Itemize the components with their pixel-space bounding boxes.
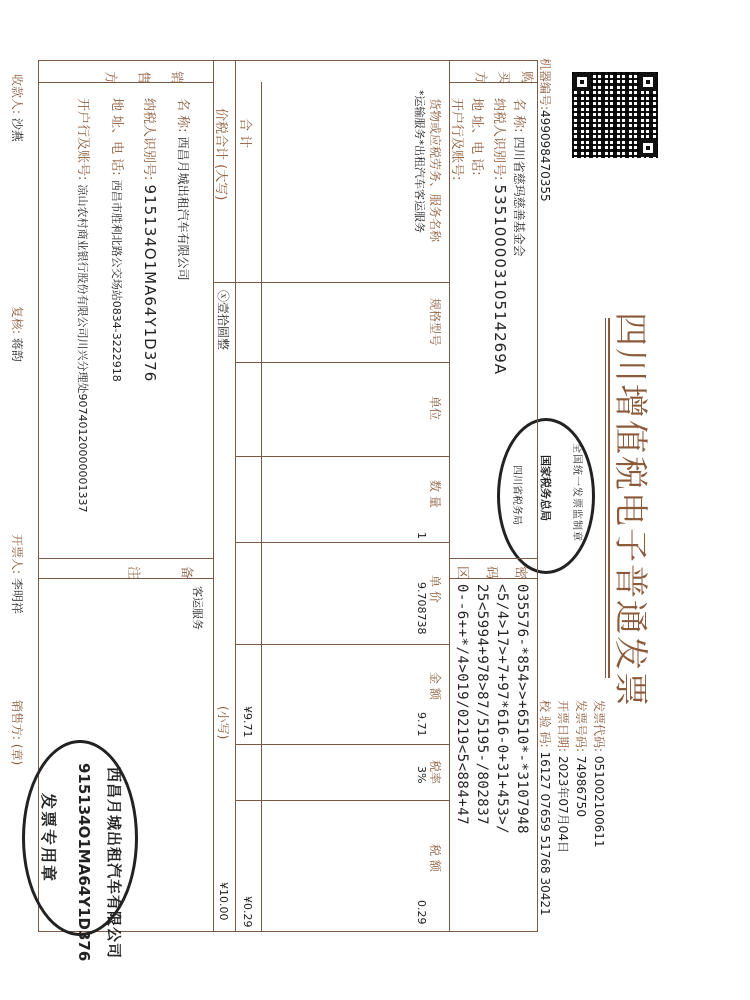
- col-divider-price: [236, 542, 450, 543]
- col-divider-tax: [236, 800, 450, 801]
- row-price: 9.708738: [415, 582, 428, 635]
- drawer: [9, 534, 26, 614]
- invoice-title: 四川增值税电子普通发票: [610, 312, 650, 708]
- line-items-bottom: [235, 60, 236, 932]
- cipher-text: [452, 584, 532, 834]
- buyer-bank: [449, 98, 468, 180]
- title-underline: [608, 318, 610, 678]
- cipher-side-label: 密码区: [441, 563, 528, 578]
- seller-taxid-label: 纳税人识别号:: [141, 98, 156, 181]
- line-total-top: [261, 82, 262, 932]
- invoice-number-label: 发票号码:: [574, 700, 588, 753]
- header-rate: 税率: [428, 760, 442, 785]
- row-tax: 0.29: [415, 900, 428, 925]
- company-seal: [22, 740, 138, 962]
- buyer-bank-label: 开户行及账号:: [449, 98, 464, 181]
- remarks-value: 客运服务: [191, 586, 204, 630]
- seller-addr-label: 地 址、电 话:: [109, 98, 124, 176]
- machine-number: [537, 58, 554, 202]
- row-qty: 1: [415, 532, 428, 539]
- invoice-date-value: 2023年07月04日: [556, 755, 570, 853]
- buyer-name-label: 名 称:: [511, 98, 526, 133]
- invoice-code: [591, 700, 608, 848]
- row-amount: 9.71: [415, 712, 428, 737]
- check-code-value: 16127 07659 51768 30421: [538, 751, 552, 916]
- row-item: *运输服务*出租汽车客运服务: [413, 90, 426, 233]
- tax-seal-inner-text: 四川省税务局: [511, 465, 522, 525]
- grand-total-label: 价税合计 (大写): [213, 108, 228, 201]
- seller-bank-label: 开户行及账号:: [75, 98, 90, 181]
- header-tax: 税 额: [428, 844, 442, 872]
- machine-number-label: 机器编号:: [538, 58, 552, 111]
- cipher-line: 0--6++*/4>019/0219<5<884+47: [454, 584, 470, 826]
- buyer-taxid-value: 53510000310514269A: [491, 184, 509, 376]
- col-divider-qty: [236, 456, 450, 457]
- small-label: (小写): [216, 706, 230, 740]
- buyer-taxid-label: 纳税人识别号:: [491, 98, 506, 181]
- col-divider-amount: [236, 644, 450, 645]
- seller-taxid-value: 915134O1MA64Y1D376: [141, 184, 159, 383]
- grand-total-words: ⓧ壹拾圆整: [216, 290, 230, 351]
- total-label: 合 计: [237, 118, 252, 149]
- invoice-number: [573, 700, 590, 817]
- seller-bank-value: 凉山农村商业银行股份有限公司川兴分理处90740120000001337: [76, 184, 89, 513]
- company-seal-name: 西昌月城出租汽车有限公司: [105, 767, 123, 960]
- company-seal-taxid: 915134O1MA64Y1D376: [75, 763, 93, 962]
- seller-addr-value: 西昌市胜利北路公交场站0834-3222918: [110, 179, 123, 382]
- line-buyer-bottom: [449, 60, 450, 932]
- header-spec: 规格型号: [428, 298, 442, 347]
- reviewer-label: 复核:: [10, 306, 24, 335]
- buyer-name: [511, 98, 530, 257]
- payee: [9, 74, 26, 142]
- company-seal-bottom: 发票专用章: [39, 793, 58, 884]
- row-rate: 3%: [415, 766, 428, 784]
- total-tax: ¥0.29: [241, 896, 254, 928]
- tax-seal-middle-text: 国家税务总局: [539, 455, 552, 521]
- buyer-addr: [469, 98, 488, 176]
- invoice-code-label: 发票代码:: [592, 700, 606, 753]
- reviewer: [9, 306, 26, 362]
- invoice-date: [555, 700, 572, 853]
- seller-side-label: 销售方: [85, 68, 184, 83]
- buyer-taxid: [491, 98, 510, 375]
- remarks-divider-left: [38, 558, 214, 559]
- title-underline-2: [605, 318, 606, 678]
- buyer-addr-label: 地 址、电 话:: [469, 98, 484, 176]
- invoice-number-value: 74986750: [574, 755, 588, 817]
- cipher-line: <5/4>17>+7+97*616-0+31+453>/: [494, 584, 510, 835]
- grand-divider: [214, 282, 236, 283]
- seller-name-label: 名 称:: [175, 98, 190, 133]
- tax-seal-outer-text: 全国统一发票监制章: [571, 443, 582, 542]
- payee-value: 沙燕: [10, 117, 24, 142]
- payee-label: 收款人:: [10, 74, 24, 115]
- seller-name-value: 西昌月城出租汽车有限公司: [176, 136, 190, 281]
- check-code-label: 校 验 码:: [538, 700, 552, 748]
- seller-bank: [75, 98, 94, 513]
- grand-total-small: ¥10.00: [217, 882, 230, 921]
- cipher-line: 25<5994+978>87/5195-/802837: [474, 584, 490, 826]
- remarks-side-label: 备注: [88, 563, 194, 578]
- invoice-code-value: 051002100611: [592, 755, 606, 848]
- header-item: 货物或应税劳务、服务名称: [428, 98, 442, 243]
- check-code: [537, 700, 554, 916]
- header-price: 单 价: [428, 575, 442, 603]
- buyer-side-label: 购买方: [465, 68, 534, 83]
- col-divider-unit: [236, 362, 450, 363]
- cipher-divider-left: [450, 558, 538, 559]
- seller-stamp-label: 销售方: (章): [10, 700, 24, 766]
- seller-name: [175, 98, 194, 281]
- col-divider-spec: [236, 282, 450, 283]
- seller-taxid: [141, 98, 160, 382]
- total-amount: ¥9.71: [241, 706, 254, 738]
- header-qty: 数 量: [428, 480, 442, 508]
- buyer-name-value: 四川省慈玛慈善基金会: [512, 136, 526, 257]
- machine-number-value: 499098470355: [538, 110, 552, 202]
- col-divider-rate: [236, 744, 450, 745]
- cipher-line: 035576-*854>>+6510*-*3107948: [514, 584, 530, 835]
- reviewer-value: 蒋韵: [10, 337, 24, 362]
- header-amount: 金 额: [428, 672, 442, 700]
- qr-code: [572, 72, 658, 158]
- drawer-value: 李明祥: [10, 577, 24, 614]
- seller-addr: [109, 98, 128, 382]
- header-unit: 单位: [428, 396, 442, 421]
- invoice-date-label: 开票日期:: [556, 700, 570, 753]
- drawer-label: 开票人:: [10, 534, 24, 575]
